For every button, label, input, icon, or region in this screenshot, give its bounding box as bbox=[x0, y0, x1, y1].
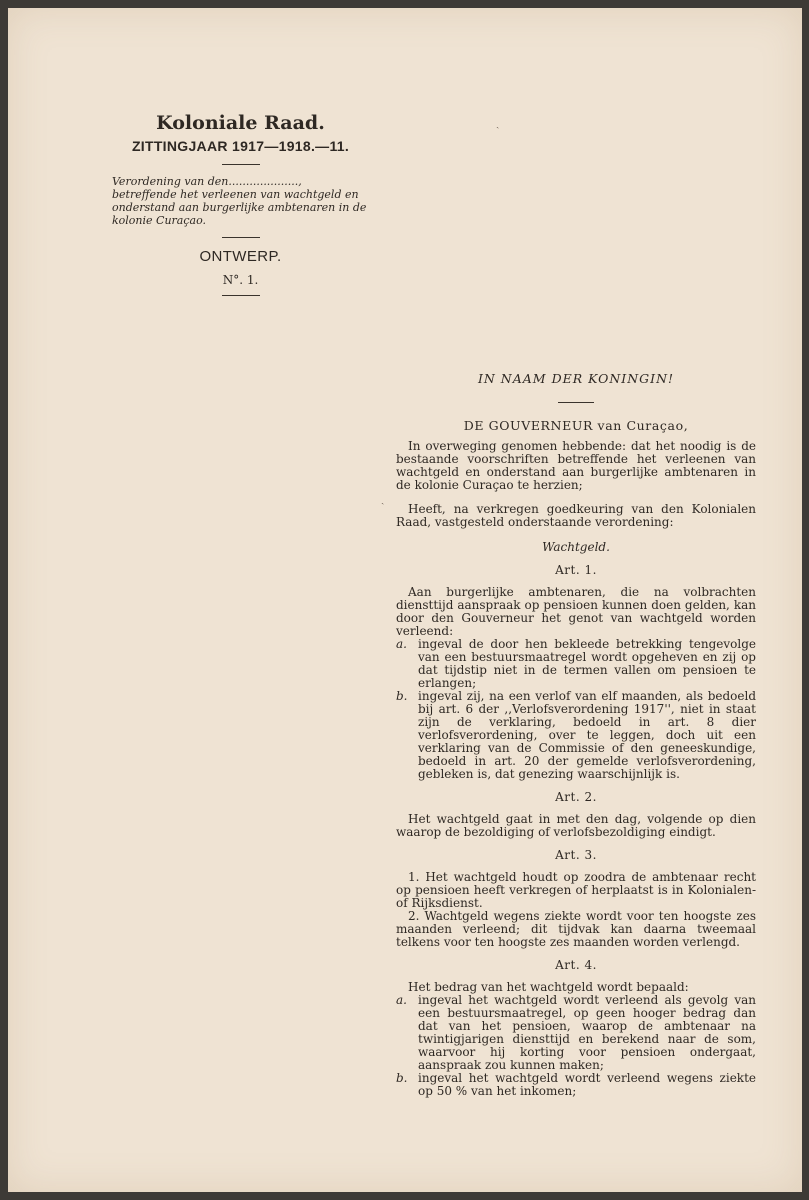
list-item-text: ingeval het wachtgeld wordt verleend wegens ziekte op 50 % van het inkomen; bbox=[418, 1071, 756, 1098]
ordinance-body bbox=[396, 368, 756, 1098]
article-heading: Art. 4. bbox=[555, 958, 597, 972]
article-paragraph: 2. Wachtgeld wegens ziekte wordt voor ten hoogste zes maanden verleend; dit tijdvak kan daarna tweemaal telkens voor ten hoogste zes maanden worden verlengd. bbox=[396, 909, 756, 949]
paper-speck: ˏ bbox=[381, 494, 385, 505]
ordinance-line: kolonie Curaçao. bbox=[112, 214, 206, 227]
list-item-label: b. bbox=[396, 1071, 408, 1085]
article-heading: Art. 2. bbox=[555, 790, 597, 804]
divider bbox=[222, 295, 260, 296]
ordinance-line: betreffende het verleenen van wachtgeld en bbox=[112, 188, 359, 201]
list-item-text: ingeval het wachtgeld wordt verleend als gevolg van een bestuursmaatregel, op geen hooger bedrag dan dat van het pensioen, waarop de ambtenaar na twintigjarigen diensttijd en berekend naar de som, waarvoor hij korting voor pensioen ondergaat, aanspraak zou kunnen maken; bbox=[418, 993, 756, 1072]
draft-label: ONTWERP. bbox=[199, 248, 282, 265]
list-item-text: ingeval zij, na een verlof van elf maanden, als bedoeld bij art. 6 der ,,Verlofsverordening 1917'', niet in staat zijn de verklaring, bedoeld in art. 8 dier verlofsverordening, over te leggen, doch uit een verklaring van de Commissie of den geneeskundige, bedoeld in art. 20 der gemelde verlofsverordening, gebleken is, dat genezing waarschijnlijk is. bbox=[418, 689, 756, 781]
council-title: Koloniale Raad. bbox=[156, 112, 325, 134]
divider bbox=[222, 237, 260, 238]
list-item bbox=[396, 994, 756, 1072]
document-page bbox=[8, 8, 802, 1192]
divider bbox=[222, 164, 260, 165]
invocation: IN NAAM DER KONINGIN! bbox=[477, 371, 675, 386]
list-item-label: a. bbox=[396, 637, 407, 651]
list-item bbox=[396, 690, 756, 781]
list-item-text: ingeval de door hen bekleede betrekking tengevolge van een bestuursmaatregel wordt opgeheven en zij op dat tijdstip niet in de termen vallen om pensioen te erlangen; bbox=[418, 637, 756, 690]
list-item-label: b. bbox=[396, 689, 408, 703]
consideration-paragraph: In overweging genomen hebbende: dat het noodig is de bestaande voorschriften betreffende het verleenen van wachtgeld en onderstand aan burgerlijke ambtenaren in de kolonie Curaçao te herzien; bbox=[396, 439, 756, 492]
session-year: ZITTINGJAAR 1917—1918.—11. bbox=[131, 138, 350, 154]
section-heading: Wachtgeld. bbox=[542, 540, 610, 554]
ordinance-line: onderstand aan burgerlijke ambtenaren in de bbox=[112, 201, 367, 214]
article-heading: Art. 1. bbox=[555, 563, 597, 577]
draft-number: N°. 1. bbox=[222, 273, 259, 287]
article-paragraph: 1. Het wachtgeld houdt op zoodra de ambtenaar recht op pensioen heeft verkregen of herplaatst is in Kolonialen- of Rijksdienst. bbox=[396, 870, 756, 910]
approval-paragraph: Heeft, na verkregen goedkeuring van den Kolonialen Raad, vastgesteld onderstaande verordening: bbox=[396, 502, 756, 529]
list-item-label: a. bbox=[396, 993, 407, 1007]
article-paragraph: Het bedrag van het wachtgeld wordt bepaald: bbox=[408, 980, 689, 994]
article-paragraph: Het wachtgeld gaat in met den dag, volgende op dien waarop de bezoldiging of verlofsbezoldiging eindigt. bbox=[396, 812, 756, 839]
list-item bbox=[396, 1072, 756, 1098]
header-block bbox=[108, 108, 373, 306]
paper-speck: ˏ bbox=[496, 118, 500, 129]
article-heading: Art. 3. bbox=[555, 848, 597, 862]
list-item bbox=[396, 638, 756, 690]
article-paragraph: Aan burgerlijke ambtenaren, die na volbrachten diensttijd aanspraak op pensioen kunnen doen gelden, kan door den Gouverneur het genot van wachtgeld worden verleend: bbox=[396, 585, 756, 638]
ordinance-line: Verordening van den...................., bbox=[112, 175, 302, 188]
divider bbox=[558, 402, 594, 403]
governor-heading: DE GOUVERNEUR van Curaçao, bbox=[463, 418, 689, 433]
ordinance-title bbox=[112, 175, 369, 227]
